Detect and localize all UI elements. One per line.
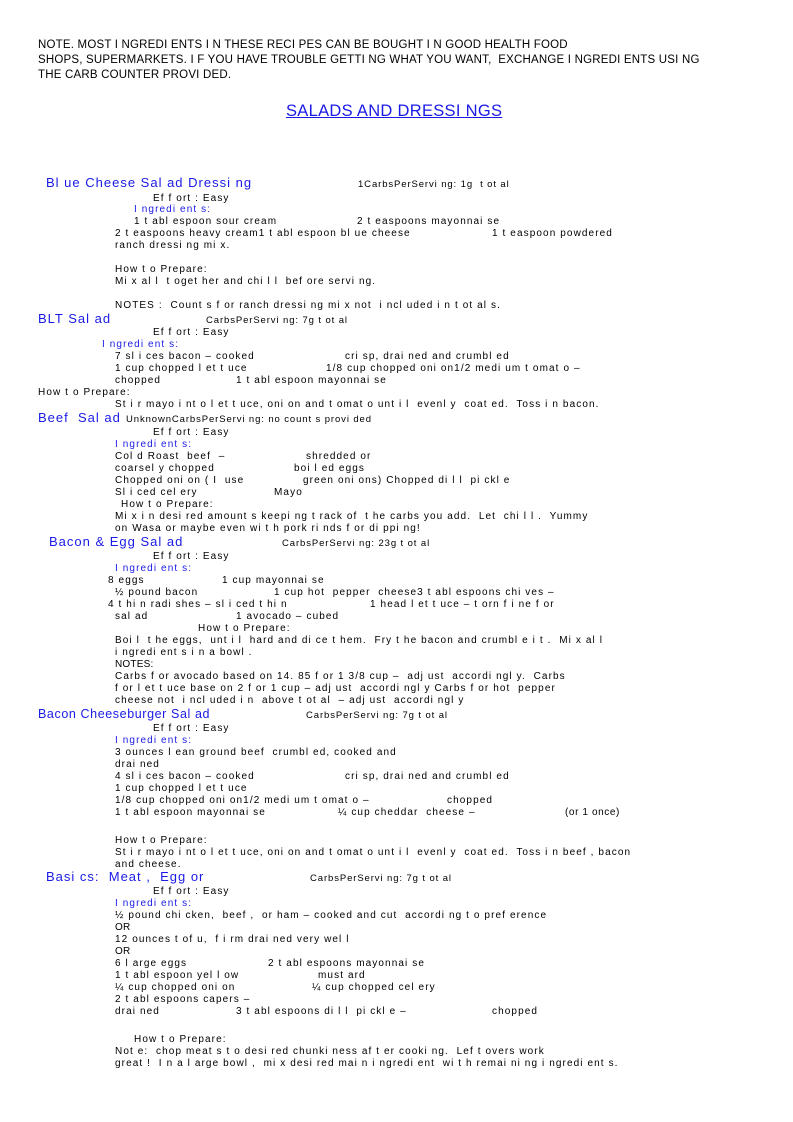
ingredient-line: chopped — [447, 795, 494, 806]
how-to-prepare-label: How t o Prepare: — [38, 387, 131, 398]
intro-note-line-1: NOTE. MOST I NGREDI ENTS I N THESE RECI PES CAN BE BOUGHT I N GOOD HEALTH FOOD — [38, 39, 568, 51]
effort-label: Ef f ort : Easy — [153, 193, 230, 204]
ingredient-line: 2 t abl espoons capers – — [115, 994, 251, 1005]
ingredient-line: cri sp, drai ned and crumbl ed — [345, 351, 510, 362]
ingredient-line: 1/8 cup chopped oni on1/2 medi um t omat o – — [115, 795, 370, 806]
ingredients-label: I ngredi ent s: — [102, 339, 180, 350]
ingredient-line: 8 eggs — [108, 575, 145, 586]
ingredients-label: I ngredi ent s: — [115, 898, 193, 909]
ingredient-line: Col d Roast beef – — [115, 451, 226, 462]
effort-label: Ef f ort : Easy — [153, 886, 230, 897]
preparation-text: on Wasa or maybe even wi t h pork ri nds f or di ppi ng! — [115, 523, 421, 534]
ingredient-line: (or 1 once) — [565, 807, 620, 818]
ingredient-line: shredded or — [306, 451, 372, 462]
ingredient-line: 1 cup chopped l et t uce — [115, 363, 248, 374]
ingredient-line: 1 t abl espoon sour cream — [134, 216, 278, 227]
recipe-notes: cheese not i ncl uded i n above t ot al – adj ust accordi ngl y — [115, 695, 465, 706]
ingredients-label: I ngredi ent s: — [134, 204, 212, 215]
carbs-per-serving: CarbsPerServi ng: 7g t ot al — [206, 315, 348, 326]
recipe-title: Bacon Cheeseburger Sal ad — [38, 707, 211, 721]
ingredient-line: 7 sl i ces bacon – cooked — [115, 351, 255, 362]
ingredient-line: 3 t abl espoons di l l pi ckl e – — [236, 1006, 407, 1017]
recipe-notes: Carbs f or avocado based on 14. 85 f or 1 3/8 cup – adj ust accordi ngl y. Carbs — [115, 671, 566, 682]
preparation-text: Mi x al l t oget her and chi l l bef ore servi ng. — [115, 276, 377, 287]
ingredient-line: ranch dressi ng mi x. — [115, 240, 231, 251]
notes-label: NOTES: — [115, 659, 154, 670]
ingredient-line: 4 t hi n radi shes – sl i ced t hi n — [108, 599, 288, 610]
ingredient-line: ½ pound chi cken, beef , or ham – cooked and cut accordi ng t o pref erence — [115, 910, 548, 921]
ingredient-line: Mayo — [274, 487, 303, 498]
ingredient-line: 1 head l et t uce – t orn f i ne f or — [370, 599, 555, 610]
ingredient-line: chopped — [492, 1006, 539, 1017]
recipe-title: Beef Sal ad — [38, 410, 121, 425]
how-to-prepare-label: How t o Prepare: — [134, 1034, 227, 1045]
preparation-text: great ! I n a l arge bowl , mi x desi red mai n i ngredi ent wi t h remai ni ng i ngredi ent s. — [115, 1058, 619, 1069]
carbs-per-serving: CarbsPerServi ng: 7g t ot al — [306, 710, 448, 721]
effort-label: Ef f ort : Easy — [153, 551, 230, 562]
carbs-per-serving: 1CarbsPerServi ng: 1g t ot al — [358, 179, 510, 190]
ingredients-label: I ngredi ent s: — [115, 563, 193, 574]
ingredient-line: 2 t abl espoons mayonnai se — [268, 958, 426, 969]
preparation-text: Boi l t he eggs, unt i l hard and di ce t hem. Fry t he bacon and crumbl e i t . Mi x al l — [115, 635, 604, 646]
ingredient-line: 1 t abl espoon mayonnai se — [236, 375, 387, 386]
recipe-title: Bl ue Cheese Sal ad Dressi ng — [46, 175, 253, 190]
how-to-prepare-label: How t o Prepare: — [115, 264, 208, 275]
recipe-notes: f or l et t uce base on 2 f or 1 cup – adj ust accordi ngl y Carbs f or hot pepper — [115, 683, 556, 694]
ingredient-line: 1 cup chopped l et t uce — [115, 783, 248, 794]
effort-label: Ef f ort : Easy — [153, 327, 230, 338]
recipe-title: BLT Sal ad — [38, 311, 112, 326]
ingredient-line: OR — [115, 922, 131, 933]
ingredient-line: ¼ cup chopped oni on — [115, 982, 236, 993]
preparation-text: and cheese. — [115, 859, 182, 870]
how-to-prepare-label: How t o Prepare: — [115, 835, 208, 846]
ingredient-line: ½ pound bacon — [115, 587, 199, 598]
effort-label: Ef f ort : Easy — [153, 427, 230, 438]
recipe-title: Bacon & Egg Sal ad — [49, 534, 184, 549]
preparation-text: St i r mayo i nt o l et t uce, oni on and t omat o unt i l evenl y coat ed. Toss i n beef , bacon — [115, 847, 632, 858]
recipe-notes: NOTES : Count s f or ranch dressi ng mi x not i ncl uded i n t ot al s. — [115, 300, 501, 311]
ingredient-line: chopped — [115, 375, 162, 386]
ingredients-label: I ngredi ent s: — [115, 439, 193, 450]
ingredient-line: 1 t abl espoon yel l ow — [115, 970, 240, 981]
ingredient-line: 1 avocado – cubed — [236, 611, 340, 622]
ingredient-line: drai ned — [115, 759, 160, 770]
page-title: SALADS AND DRESSI NGS — [286, 102, 503, 120]
intro-note-line-3: THE CARB COUNTER PROVI DED. — [38, 69, 232, 81]
ingredient-line: 2 t easpoons heavy cream1 t abl espoon bl ue cheese — [115, 228, 411, 239]
carbs-per-serving: UnknownCarbsPerServi ng: no count s provi ded — [126, 414, 372, 425]
ingredient-line: cri sp, drai ned and crumbl ed — [345, 771, 510, 782]
carbs-per-serving: CarbsPerServi ng: 23g t ot al — [282, 538, 431, 549]
recipe-title: Basi cs: Meat , Egg or — [46, 869, 205, 884]
ingredient-line: coarsel y chopped — [115, 463, 215, 474]
ingredient-line: 2 t easpoons mayonnai se — [357, 216, 501, 227]
preparation-text: Mi x i n desi red amount s keepi ng t rack of t he carbs you add. Let chi l l . Yummy — [115, 511, 589, 522]
preparation-text: i ngredi ent s i n a bowl . — [115, 647, 253, 658]
ingredient-line: 4 sl i ces bacon – cooked — [115, 771, 255, 782]
ingredient-line: OR — [115, 946, 131, 957]
ingredient-line: sal ad — [115, 611, 149, 622]
ingredient-line: Chopped oni on ( I use — [115, 475, 245, 486]
ingredient-line: 6 l arge eggs — [115, 958, 188, 969]
ingredient-line: 1 cup mayonnai se — [222, 575, 325, 586]
ingredient-line: 1 t easpoon powdered — [492, 228, 613, 239]
ingredient-line: ¼ cup cheddar cheese – — [338, 807, 476, 818]
ingredient-line: 3 ounces l ean ground beef crumbl ed, cooked and — [115, 747, 397, 758]
ingredient-line: ¼ cup chopped cel ery — [312, 982, 436, 993]
how-to-prepare-label: How t o Prepare: — [121, 499, 214, 510]
preparation-text: Not e: chop meat s t o desi red chunki ness af t er cooki ng. Lef t overs work — [115, 1046, 545, 1057]
preparation-text: St i r mayo i nt o l et t uce, oni on and t omat o unt i l evenl y coat ed. Toss i n bacon. — [115, 399, 600, 410]
ingredient-line: boi l ed eggs — [294, 463, 366, 474]
ingredient-line: 1/8 cup chopped oni on1/2 medi um t omat o – — [326, 363, 581, 374]
intro-note-line-2: SHOPS, SUPERMARKETS. I F YOU HAVE TROUBLE GETTI NG WHAT YOU WANT, EXCHANGE I NGREDI ENTS USI NG — [38, 54, 700, 66]
ingredient-line: must ard — [318, 970, 366, 981]
how-to-prepare-label: How t o Prepare: — [198, 623, 291, 634]
ingredient-line: green oni ons) Chopped di l l pi ckl e — [303, 475, 511, 486]
effort-label: Ef f ort : Easy — [153, 723, 230, 734]
ingredient-line: 1 cup hot pepper cheese3 t abl espoons chi ves – — [274, 587, 555, 598]
ingredient-line: drai ned — [115, 1006, 160, 1017]
ingredient-line: Sl i ced cel ery — [115, 487, 198, 498]
carbs-per-serving: CarbsPerServi ng: 7g t ot al — [310, 873, 452, 884]
ingredient-line: 12 ounces t of u, f i rm drai ned very wel l — [115, 934, 350, 945]
ingredient-line: 1 t abl espoon mayonnai se — [115, 807, 266, 818]
ingredients-label: I ngredi ent s: — [115, 735, 193, 746]
